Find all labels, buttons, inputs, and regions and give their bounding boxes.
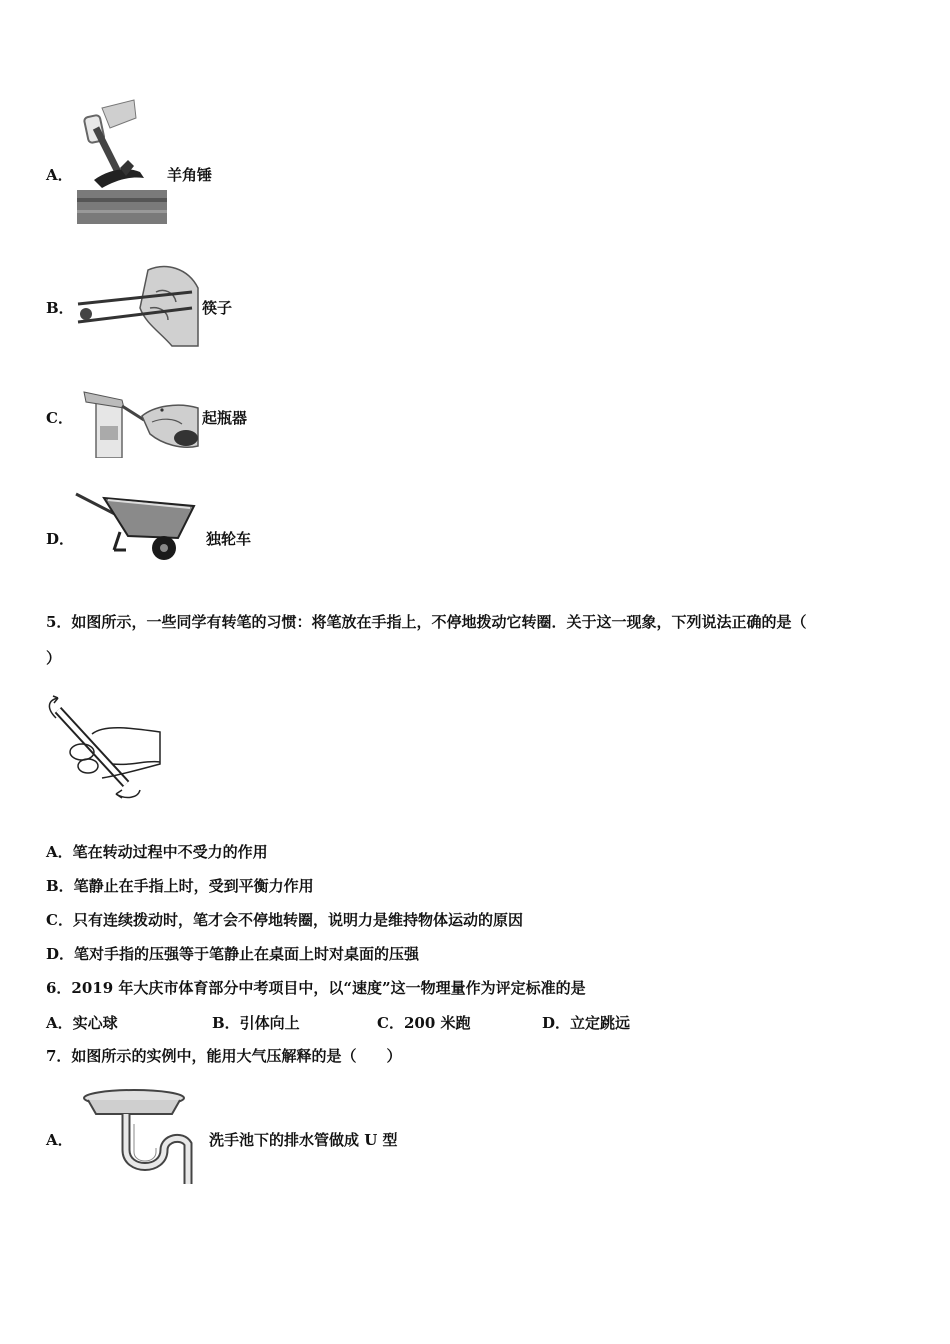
option-caption: 羊角锤 bbox=[167, 166, 213, 184]
option-letter: A． bbox=[46, 1131, 73, 1149]
option-a: A．笔在转动过程中不受力的作用 bbox=[46, 843, 268, 861]
option-caption: 起瓶器 bbox=[202, 409, 248, 427]
option-caption: 洗手池下的排水管做成 U 型 bbox=[209, 1131, 398, 1149]
pen-spinning-figure bbox=[42, 694, 166, 804]
wheelbarrow-figure bbox=[74, 488, 198, 564]
option-c: C．200 米跑 bbox=[377, 1014, 471, 1032]
bottle-opener-figure bbox=[82, 388, 200, 458]
option-letter: A． bbox=[46, 166, 73, 184]
question-stem: 5．如图所示，一些同学有转笔的习惯：将笔放在手指上，不停地拨动它转圈．关于这一现象，下列说法正确的是（ bbox=[46, 613, 807, 631]
question-stem: 7．如图所示的实例中，能用大气压解释的是（ ） bbox=[46, 1047, 402, 1065]
question-stem-continued: ） bbox=[46, 649, 62, 667]
option-caption: 筷子 bbox=[202, 299, 233, 317]
option-d: D．笔对手指的压强等于笔静止在桌面上时对桌面的压强 bbox=[46, 945, 420, 963]
u-shaped-drain-pipe-figure bbox=[82, 1088, 206, 1186]
option-c: C．只有连续拨动时，笔才会不停地转圈，说明力是维持物体运动的原因 bbox=[46, 911, 523, 929]
option-b: B．引体向上 bbox=[212, 1014, 300, 1032]
option-letter: C． bbox=[46, 409, 73, 427]
option-b: B．笔静止在手指上时，受到平衡力作用 bbox=[46, 877, 314, 895]
chopsticks-figure bbox=[76, 262, 200, 348]
option-d: D．立定跳远 bbox=[542, 1014, 631, 1032]
option-letter: B． bbox=[46, 299, 74, 317]
question-stem: 6．2019 年大庆市体育部分中考项目中，以“速度”这一物理量作为评定标准的是 bbox=[46, 979, 586, 997]
option-caption: 独轮车 bbox=[206, 530, 252, 548]
claw-hammer-figure bbox=[74, 98, 170, 226]
option-letter: D． bbox=[46, 530, 75, 548]
option-a: A．实心球 bbox=[46, 1014, 118, 1032]
